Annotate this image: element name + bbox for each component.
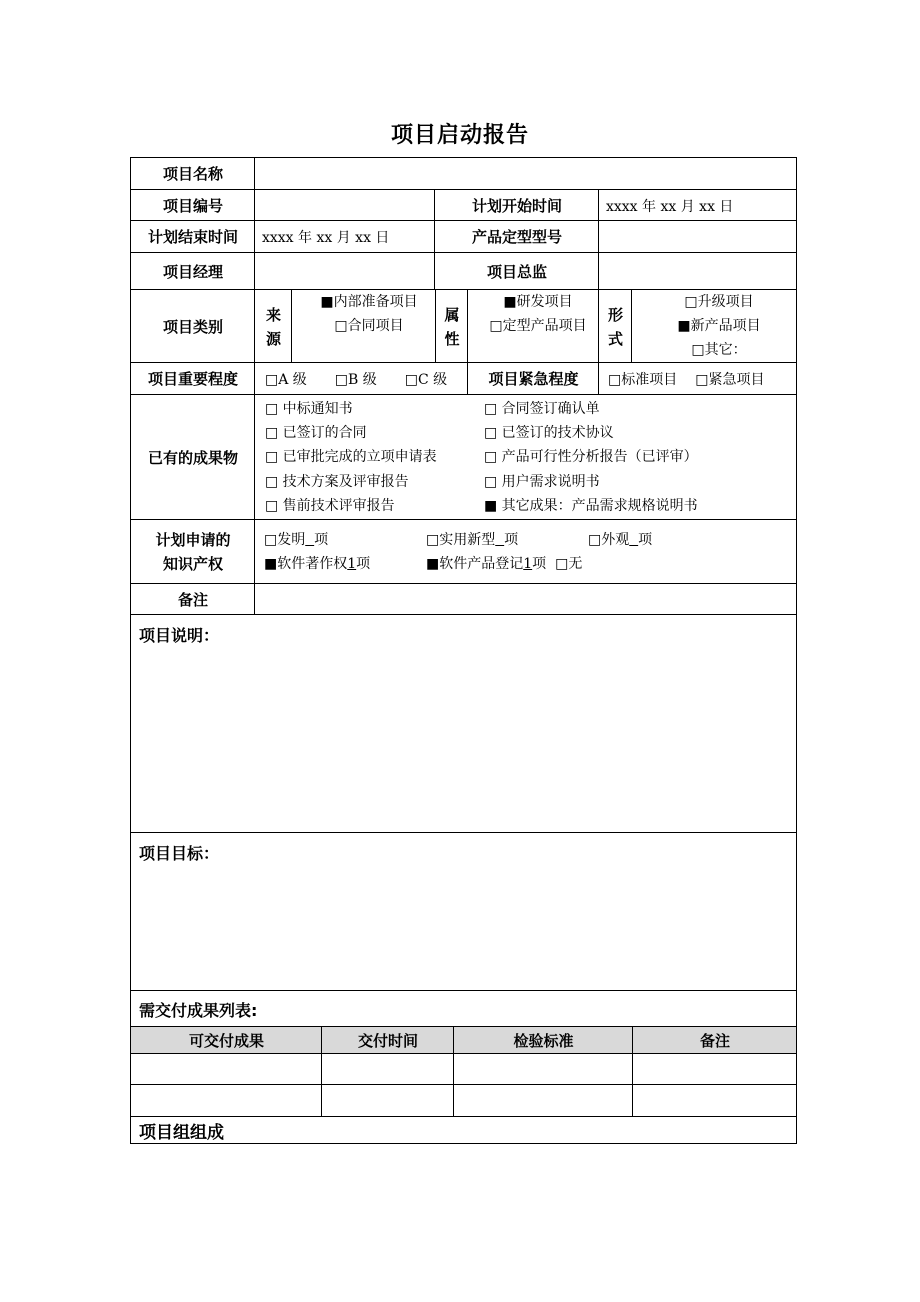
- project-description-label: 项目说明：: [139, 626, 220, 645]
- urgency-options: [598, 362, 797, 395]
- planned-end-label: 计划结束时间: [130, 220, 255, 253]
- form-option-new-product[interactable]: ■新产品项目: [677, 318, 761, 334]
- importance-options: [254, 362, 468, 395]
- attribute-label-char-2: 性: [444, 329, 460, 348]
- urgency-label: 项目紧急程度: [467, 362, 599, 395]
- ip-row-software: [264, 552, 582, 576]
- importance-label: 项目重要程度: [130, 362, 255, 395]
- deliverables-col-standard: 检验标准: [453, 1026, 633, 1054]
- ip-label: [130, 519, 255, 584]
- existing-item-user-requirements[interactable]: □ 用户需求说明书: [484, 473, 600, 490]
- planned-start-label: 计划开始时间: [434, 189, 599, 221]
- form-option-upgrade[interactable]: □升级项目: [684, 294, 754, 310]
- importance-option-c[interactable]: □C 级: [404, 372, 448, 388]
- ip-utility-model[interactable]: □实用新型 项: [426, 532, 519, 548]
- project-number-label: 项目编号: [130, 189, 255, 221]
- ip-software-copyright[interactable]: ■软件著作权1项: [264, 556, 371, 572]
- ip-invention[interactable]: □发明 项: [264, 532, 329, 548]
- deliverables-cell[interactable]: [453, 1053, 633, 1085]
- existing-item-signed-contract[interactable]: □ 已签订的合同: [265, 425, 367, 442]
- existing-item-presales-review[interactable]: □ 售前技术评审报告: [265, 497, 395, 514]
- source-label-char-2: 源: [265, 329, 281, 348]
- source-label: [254, 289, 292, 363]
- deliverables-cell[interactable]: [321, 1053, 454, 1085]
- deliverables-cell[interactable]: [632, 1053, 797, 1085]
- project-manager-label: 项目经理: [130, 252, 255, 290]
- deliverables-cell[interactable]: [453, 1084, 633, 1117]
- ip-design[interactable]: □外观 项: [588, 532, 653, 548]
- source-options: [291, 289, 436, 363]
- urgency-option-standard[interactable]: □标准项目: [608, 372, 678, 388]
- existing-deliverables-label: 已有的成果物: [130, 394, 255, 520]
- existing-item-approved-application[interactable]: □ 已审批完成的立项申请表: [265, 449, 437, 466]
- form-label-char-2: 式: [607, 329, 623, 348]
- attribute-label: [435, 289, 468, 363]
- project-director-label: 项目总监: [434, 252, 599, 290]
- remarks-label: 备注: [130, 583, 255, 615]
- existing-item-tech-agreement[interactable]: □ 已签订的技术协议: [484, 425, 614, 442]
- form-options: [631, 289, 797, 363]
- deliverables-col-remarks: 备注: [632, 1026, 797, 1054]
- attribute-label-char-1: 属: [444, 305, 460, 324]
- deliverables-cell[interactable]: [321, 1084, 454, 1117]
- existing-item-tech-plan[interactable]: □ 技术方案及评审报告: [265, 473, 409, 490]
- project-name-label: 项目名称: [130, 157, 255, 190]
- project-description-section[interactable]: [130, 614, 797, 833]
- deliverables-cell[interactable]: [130, 1084, 322, 1117]
- source-option-contract[interactable]: □合同项目: [334, 318, 404, 334]
- form-option-other[interactable]: □其它：: [691, 342, 747, 358]
- planned-start-field[interactable]: xxxx 年 xx 月 xx 日: [598, 189, 797, 221]
- ip-label-line-1: 计划申请的: [155, 531, 231, 549]
- project-name-field[interactable]: [254, 157, 797, 190]
- page-title: 项目启动报告: [390, 123, 529, 148]
- existing-item-bid-notice[interactable]: □ 中标通知书: [265, 400, 353, 417]
- urgency-option-urgent[interactable]: □紧急项目: [695, 372, 765, 388]
- attribute-option-finalized[interactable]: □定型产品项目: [489, 318, 587, 334]
- project-category-label: 项目类别: [130, 289, 255, 363]
- project-manager-field[interactable]: [254, 252, 435, 290]
- deliverables-cell[interactable]: [130, 1053, 322, 1085]
- project-number-field[interactable]: [254, 189, 435, 221]
- project-team-label: 项目组组成: [130, 1116, 797, 1144]
- existing-item-other[interactable]: ■ 其它成果：产品需求规格说明书: [484, 497, 698, 514]
- attribute-options: [467, 289, 599, 363]
- deliverables-list-label: 需交付成果列表:: [130, 990, 797, 1027]
- existing-item-contract-confirmation[interactable]: □ 合同签订确认单: [484, 400, 600, 417]
- form-label: [598, 289, 632, 363]
- ip-row-patents: [264, 528, 652, 552]
- deliverables-cell[interactable]: [632, 1084, 797, 1117]
- ip-label-line-2: 知识产权: [162, 555, 223, 573]
- planned-end-field[interactable]: xxxx 年 xx 月 xx 日: [254, 220, 435, 253]
- existing-item-feasibility-report[interactable]: □ 产品可行性分析报告（已评审）: [484, 449, 698, 466]
- ip-options: [254, 519, 797, 584]
- ip-software-product[interactable]: ■软件产品登记1项: [426, 556, 547, 572]
- importance-option-a[interactable]: □A 级: [265, 372, 307, 388]
- project-goal-section[interactable]: [130, 832, 797, 991]
- form-label-char-1: 形: [607, 305, 623, 324]
- existing-deliverables-list: [254, 394, 797, 520]
- project-director-field[interactable]: [598, 252, 797, 290]
- attribute-option-rd[interactable]: ■研发项目: [503, 294, 573, 310]
- remarks-field[interactable]: [254, 583, 797, 615]
- source-label-char-1: 来: [265, 305, 281, 324]
- project-goal-label: 项目目标：: [139, 844, 220, 863]
- deliverables-col-time: 交付时间: [321, 1026, 454, 1054]
- product-model-field[interactable]: [598, 220, 797, 253]
- source-option-internal[interactable]: ■内部准备项目: [320, 294, 418, 310]
- ip-none[interactable]: □无: [555, 556, 583, 572]
- importance-option-b[interactable]: □B 级: [334, 372, 377, 388]
- deliverables-col-deliverable: 可交付成果: [130, 1026, 322, 1054]
- product-model-label: 产品定型型号: [434, 220, 599, 253]
